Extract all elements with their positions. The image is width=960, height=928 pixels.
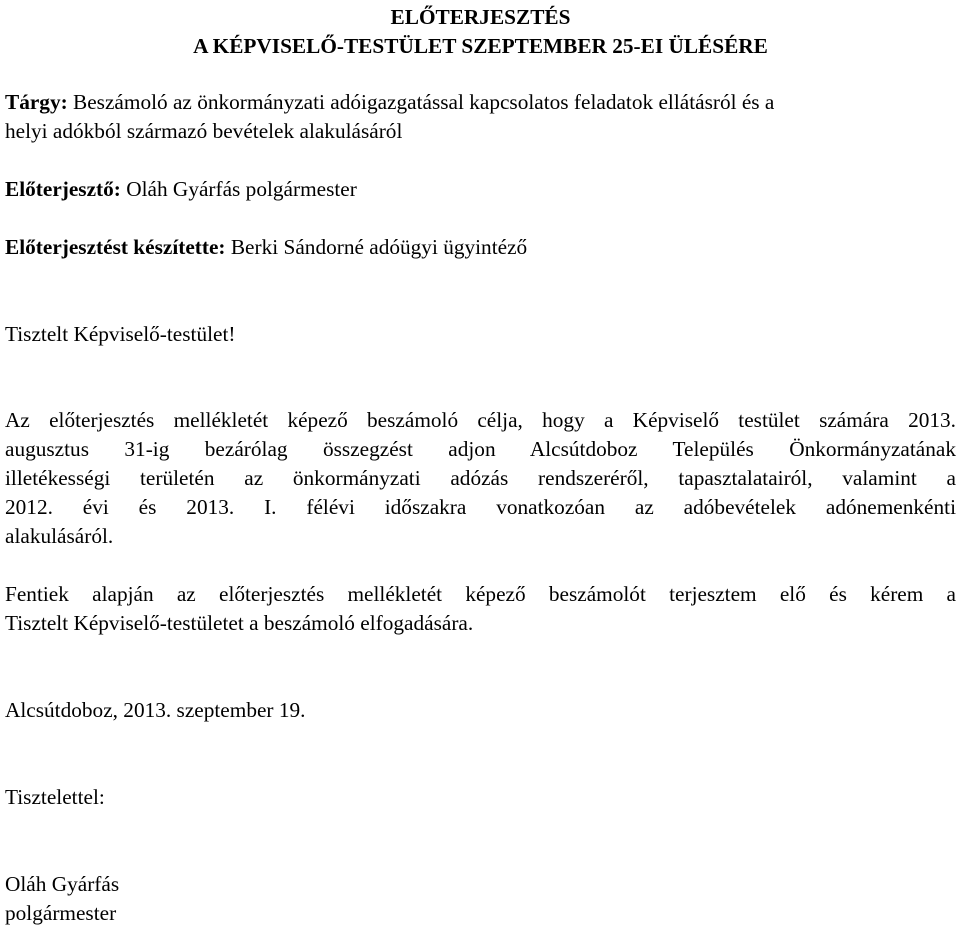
paragraph-1-line: 2012. évi és 2013. I. félévi időszakra vonatkozóan az adóbevételek adónemenkénti bbox=[5, 495, 956, 519]
body-paragraph-1 bbox=[5, 406, 956, 551]
signatory-title: polgármester bbox=[5, 901, 117, 925]
body-paragraph-2 bbox=[5, 580, 956, 638]
signatory-name: Oláh Gyárfás bbox=[5, 872, 120, 896]
paragraph-2-line: Fentiek alapján az előterjesztés mellékletét képező beszámolót terjesztem elő és kérem a bbox=[5, 582, 956, 606]
preparer-text: Berki Sándorné adóügyi ügyintéző bbox=[225, 235, 528, 259]
salutation: Tisztelt Képviselő-testület! bbox=[5, 322, 236, 346]
presenter-label: Előterjesztő: bbox=[5, 177, 121, 201]
paragraph-2-line: Tisztelt Képviselő-testületet a beszámoló elfogadására. bbox=[5, 611, 474, 635]
paragraph-1-line: augusztus 31-ig bezárólag összegzést adjon Alcsútdoboz Település Önkormányzatának bbox=[5, 437, 956, 461]
preparer-label: Előterjesztést készítette: bbox=[5, 235, 226, 259]
place-and-date: Alcsútdoboz, 2013. szeptember 19. bbox=[5, 698, 306, 722]
subject-text-1: Beszámoló az önkormányzati adóigazgatással kapcsolatos feladatok ellátásról és a bbox=[67, 90, 775, 114]
paragraph-1-line: illetékességi területén az önkormányzati adózás rendszeréről, tapasztalatairól, valamint a bbox=[5, 466, 956, 490]
subject-text-2: helyi adókból származó bevételek alakulásáról bbox=[5, 119, 403, 143]
subject-section bbox=[5, 88, 956, 146]
paragraph-1-line: Az előterjesztés mellékletét képező beszámoló célja, hogy a Képviselő testület számára 2013. bbox=[5, 408, 956, 432]
paragraph-1-line: alakulásáról. bbox=[5, 524, 114, 548]
document-subtitle: A KÉPVISELŐ-TESTÜLET SZEPTEMBER 25-EI ÜLÉSÉRE bbox=[193, 34, 768, 58]
subject-label: Tárgy: bbox=[5, 90, 68, 114]
presenter-text: Oláh Gyárfás polgármester bbox=[120, 177, 357, 201]
subject-line-1 bbox=[5, 88, 956, 117]
presenter-line bbox=[5, 175, 956, 204]
document-title: ELŐTERJESZTÉS bbox=[390, 5, 571, 29]
preparer-line bbox=[5, 233, 956, 262]
closing-greeting: Tisztelettel: bbox=[5, 785, 105, 809]
